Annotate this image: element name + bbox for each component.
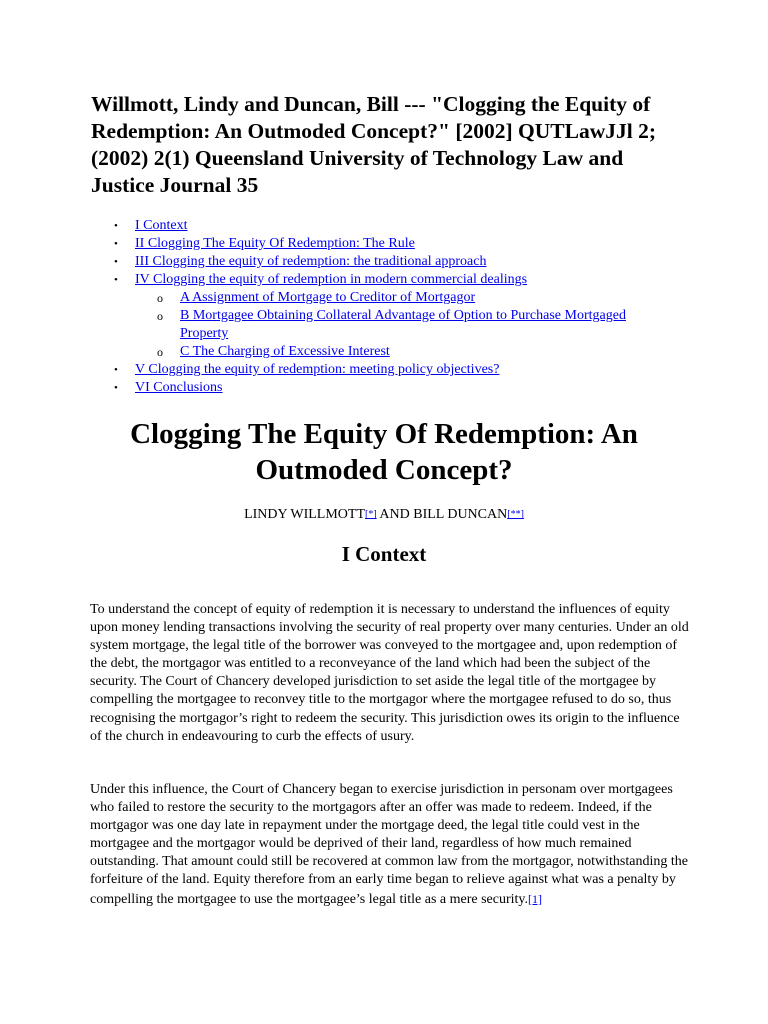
- toc-link-context[interactable]: I Context: [135, 218, 188, 233]
- author-conjunction: AND: [376, 507, 414, 522]
- toc-link-policy-objectives[interactable]: V Clogging the equity of redemption: meeting policy objectives?: [135, 362, 500, 377]
- toc-link-collateral-advantage[interactable]: B Mortgagee Obtaining Collateral Advantage of Option to Purchase Mortgaged: [180, 308, 626, 323]
- paragraph-text: Under this influence, the Court of Chancery began to exercise jurisdiction in personam over mortgagees who failed to restore the security to the mortgagors after an offer was made to redeem. Indeed, if the mortgagor was one day late in repayment under the mortgage deed, the legal title could vest in the mortgagee and the mortgagor would be deprived of their land, regardless of how much remained outstanding. That amount could still be recovered at common law from the mortgagor, notwithstanding the forfeiture of the land. Equity therefore from an early time began to relieve against what was a penalty by compelling the mortgagee to use the mortgagee’s legal title as a mere security.: [90, 782, 688, 907]
- bullet-icon: •: [114, 382, 118, 394]
- article-heading-line2: Outmoded Concept?: [255, 454, 513, 486]
- toc-link-modern-dealings[interactable]: IV Clogging the equity of redemption in modern commercial dealings: [135, 272, 528, 287]
- author-footnote-link[interactable]: [**]: [507, 509, 524, 520]
- sub-bullet-icon: o: [157, 309, 163, 323]
- author-name: BILL DUNCAN: [413, 507, 508, 522]
- toc-link-collateral-advantage-line2[interactable]: Property: [180, 326, 229, 341]
- bullet-icon: •: [114, 364, 118, 376]
- bullet-icon: •: [114, 238, 118, 250]
- toc-link-conclusions[interactable]: VI Conclusions: [135, 380, 223, 395]
- author-line: [0, 506, 768, 524]
- article-heading-line1: Clogging The Equity Of Redemption: An: [130, 418, 638, 450]
- body-paragraph: To understand the concept of equity of redemption it is necessary to understand the influences of equity upon money lending transactions involving the security of real property over many centuries. Under an old system mortgage, the legal title of the borrower was conveyed to the mortgagee and, upon redemption of the debt, the mortgagor was entitled to a reconveyance of the land which had been the subject of the security. The Court of Chancery developed jurisdiction to set aside the legal title of the mortgagee by compelling the mortgagee to reconvey title to the mortgagor where the mortgagee refused to do so, thus recognising the mortgagor’s right to redeem the security. This jurisdiction owes its origin to the influence of the church in endeavouring to curb the effects of usury.: [90, 602, 689, 744]
- footnote-link[interactable]: [1]: [528, 891, 542, 906]
- section-heading: I Context: [341, 542, 427, 566]
- sub-bullet-icon: o: [157, 345, 163, 359]
- body-paragraph: [90, 781, 690, 909]
- toc-link-assignment[interactable]: A Assignment of Mortgage to Creditor of Mortgagor: [180, 290, 476, 305]
- article-heading: [0, 416, 768, 488]
- toc-link-excessive-interest[interactable]: C The Charging of Excessive Interest: [180, 344, 390, 359]
- document-title: Willmott, Lindy and Duncan, Bill --- "Clogging the Equity of Redemption: An Outmoded Concept?" [2002] QUTLawJJl 2; (2002) 2(1) Queensland University of Technology Law and Justice Journal 35: [91, 92, 656, 197]
- sub-bullet-icon: o: [157, 291, 163, 305]
- bullet-icon: •: [114, 274, 118, 286]
- bullet-icon: •: [114, 220, 118, 232]
- author-name: LINDY WILLMOTT: [244, 507, 366, 522]
- author-footnote-link[interactable]: [*]: [365, 509, 377, 520]
- toc-link-traditional-approach[interactable]: III Clogging the equity of redemption: the traditional approach: [135, 254, 487, 269]
- toc-link-rule[interactable]: II Clogging The Equity Of Redemption: The Rule: [135, 236, 415, 251]
- bullet-icon: •: [114, 256, 118, 268]
